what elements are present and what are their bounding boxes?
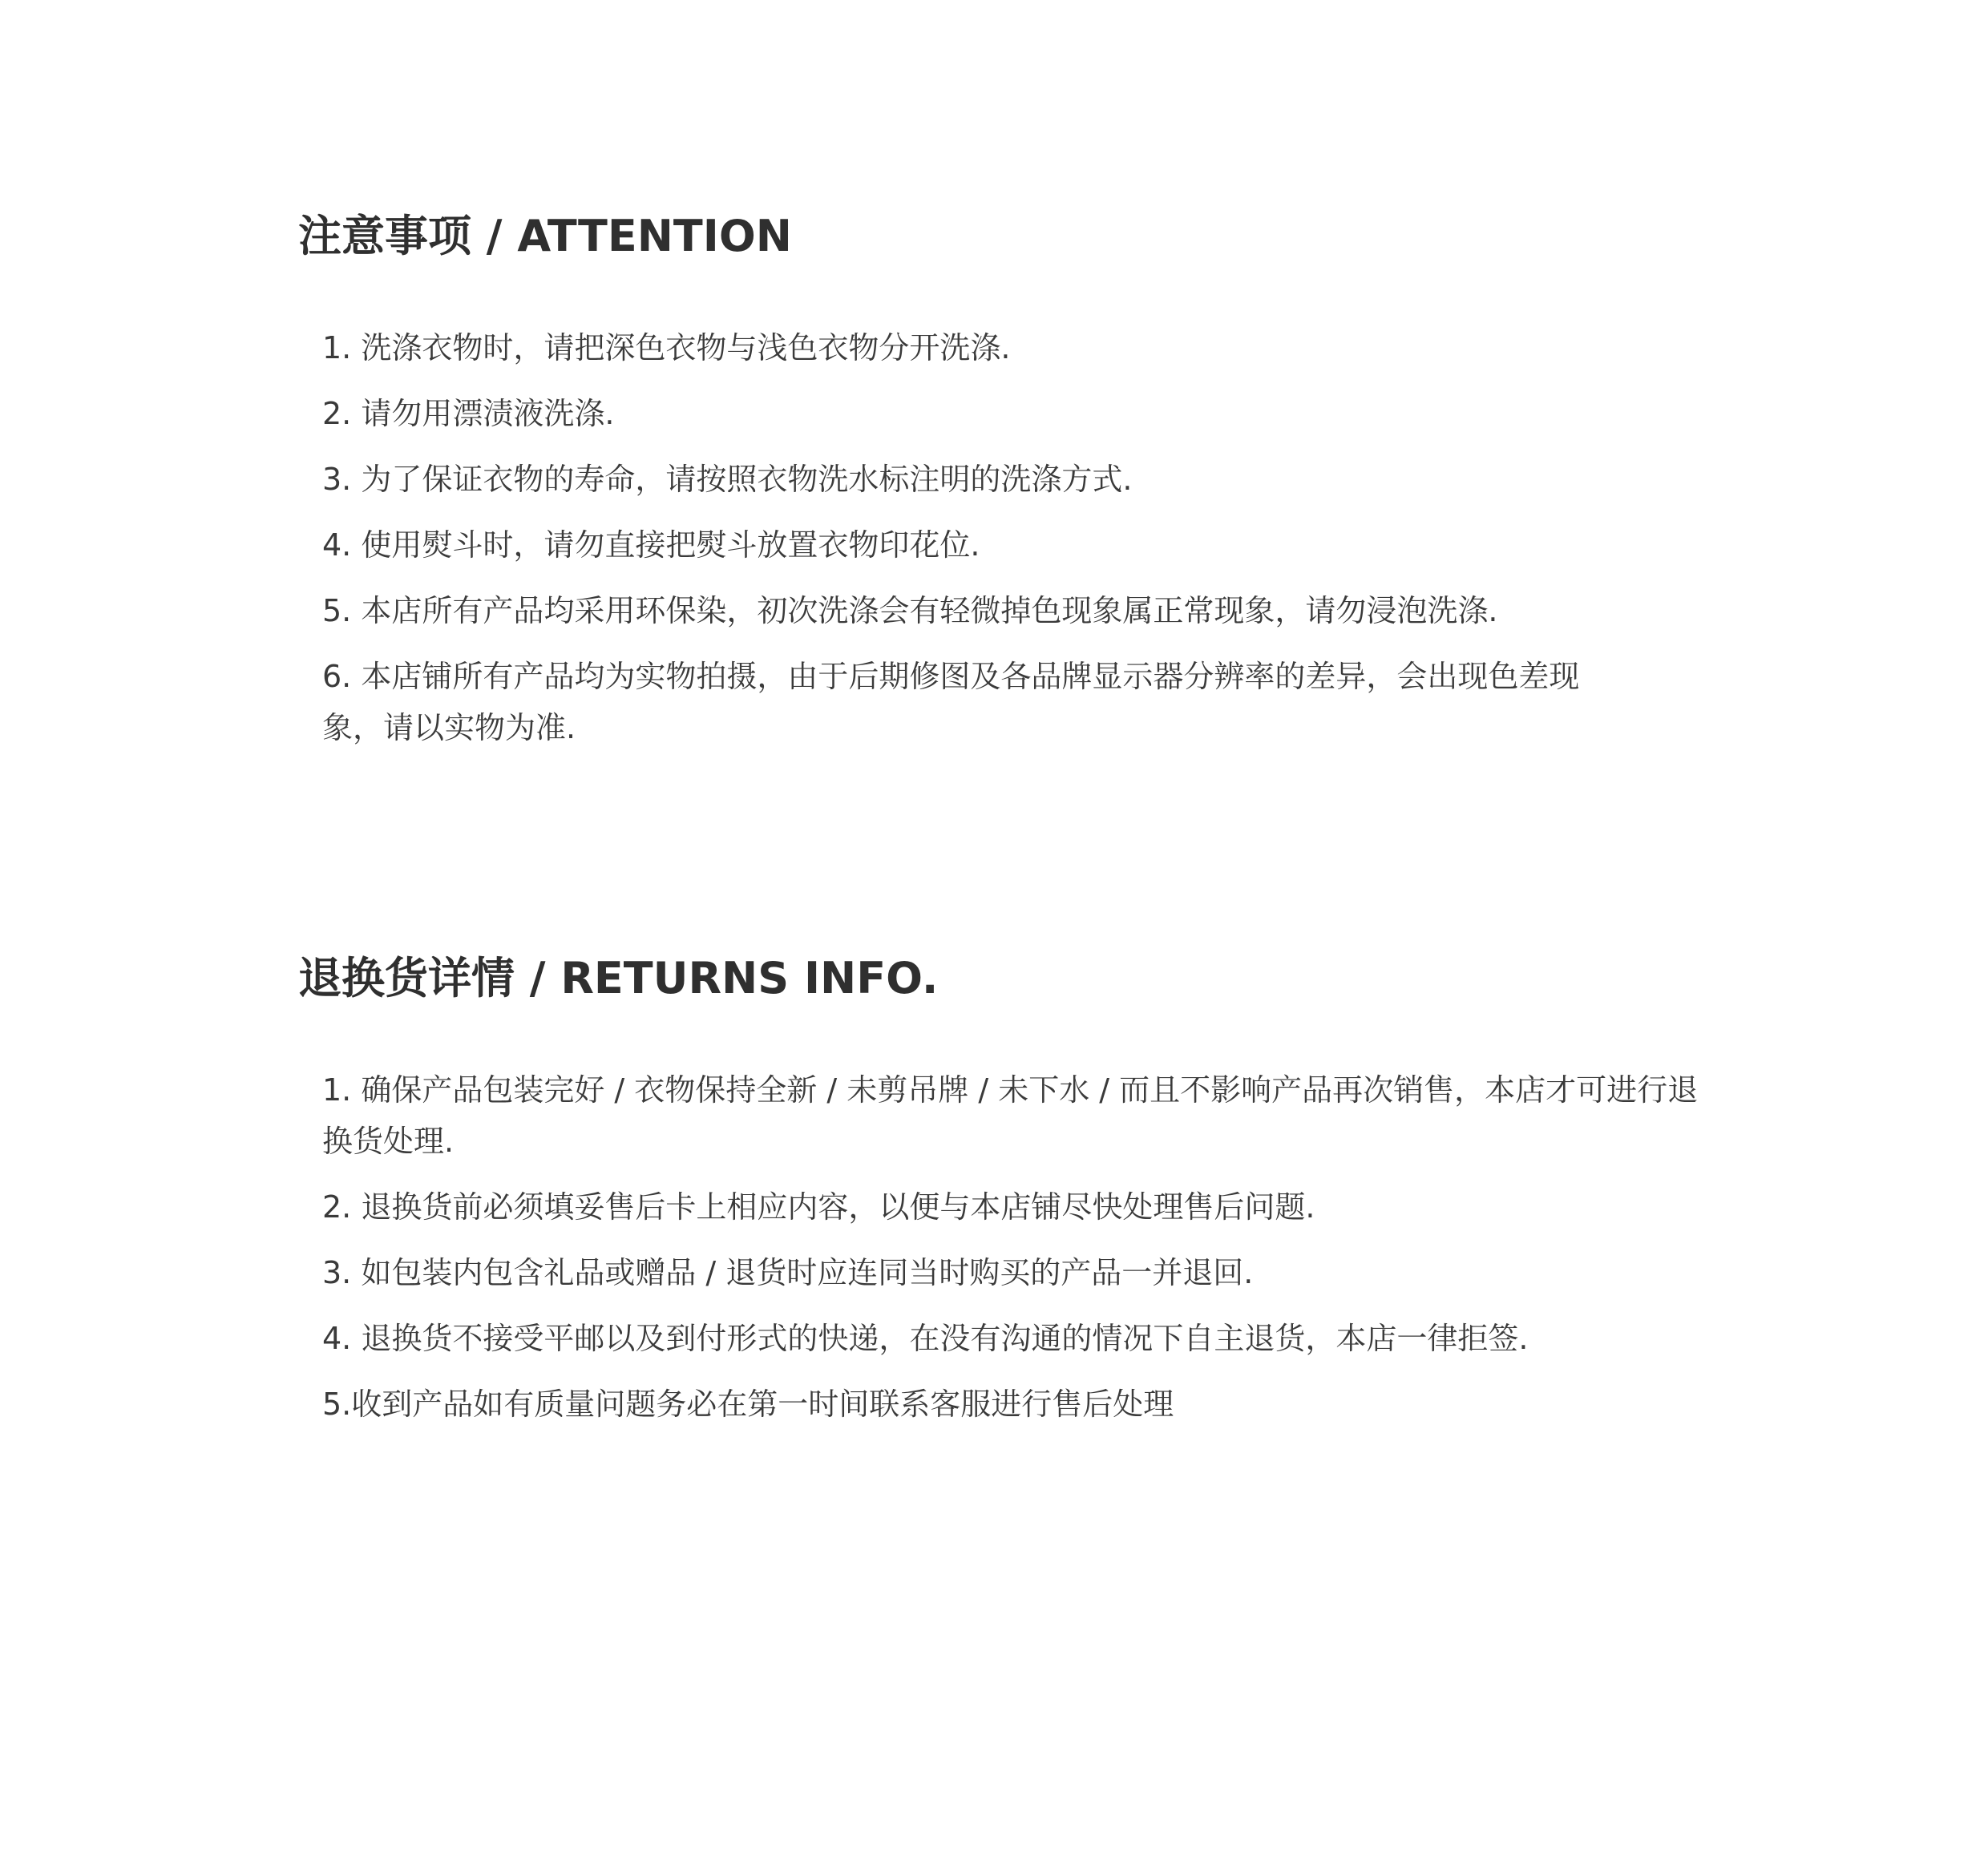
returns-list — [322, 1064, 1765, 1444]
attention-item: 4. 使用熨斗时，请勿直接把熨斗放置衣物印花位. — [322, 527, 980, 563]
returns-title: 退换货详情 / RETURNS INFO. — [298, 953, 939, 1003]
returns-item: 4. 退换货不接受平邮以及到付形式的快递，在没有沟通的情况下自主退货，本店一律拒签. — [322, 1321, 1529, 1356]
attention-item: 1. 洗涤衣物时，请把深色衣物与浅色衣物分开洗涤. — [322, 330, 1011, 365]
attention-list — [322, 322, 1765, 768]
attention-title: 注意事项 / ATTENTION — [298, 211, 792, 261]
attention-item: 2. 请勿用漂渍液洗涤. — [322, 396, 615, 431]
returns-item: 2. 退换货前必须填妥售后卡上相应内容，以便与本店铺尽快处理售后问题. — [322, 1189, 1315, 1225]
attention-item: 3. 为了保证衣物的寿命，请按照衣物洗水标注明的洗涤方式. — [322, 462, 1133, 497]
returns-section — [298, 952, 1757, 1422]
attention-item: 6. 本店铺所有产品均为实物拍摄，由于后期修图及各品牌显示器分辨率的差异，会出现色差现象，请以实物为准. — [322, 659, 1580, 745]
returns-item: 3. 如包装内包含礼品或赠品 / 退货时应连同当时购买的产品一并退回. — [322, 1255, 1254, 1290]
attention-section — [298, 210, 1757, 745]
returns-item: 1. 确保产品包装完好 / 衣物保持全新 / 未剪吊牌 / 未下水 / 而且不影响产品再次销售，本店才可进行退换货处理. — [322, 1072, 1699, 1159]
attention-item: 5. 本店所有产品均采用环保染，初次洗涤会有轻微掉色现象属正常现象，请勿浸泡洗涤. — [322, 593, 1498, 628]
returns-item: 5.收到产品如有质量问题务必在第一时间联系客服进行售后处理 — [322, 1387, 1174, 1422]
